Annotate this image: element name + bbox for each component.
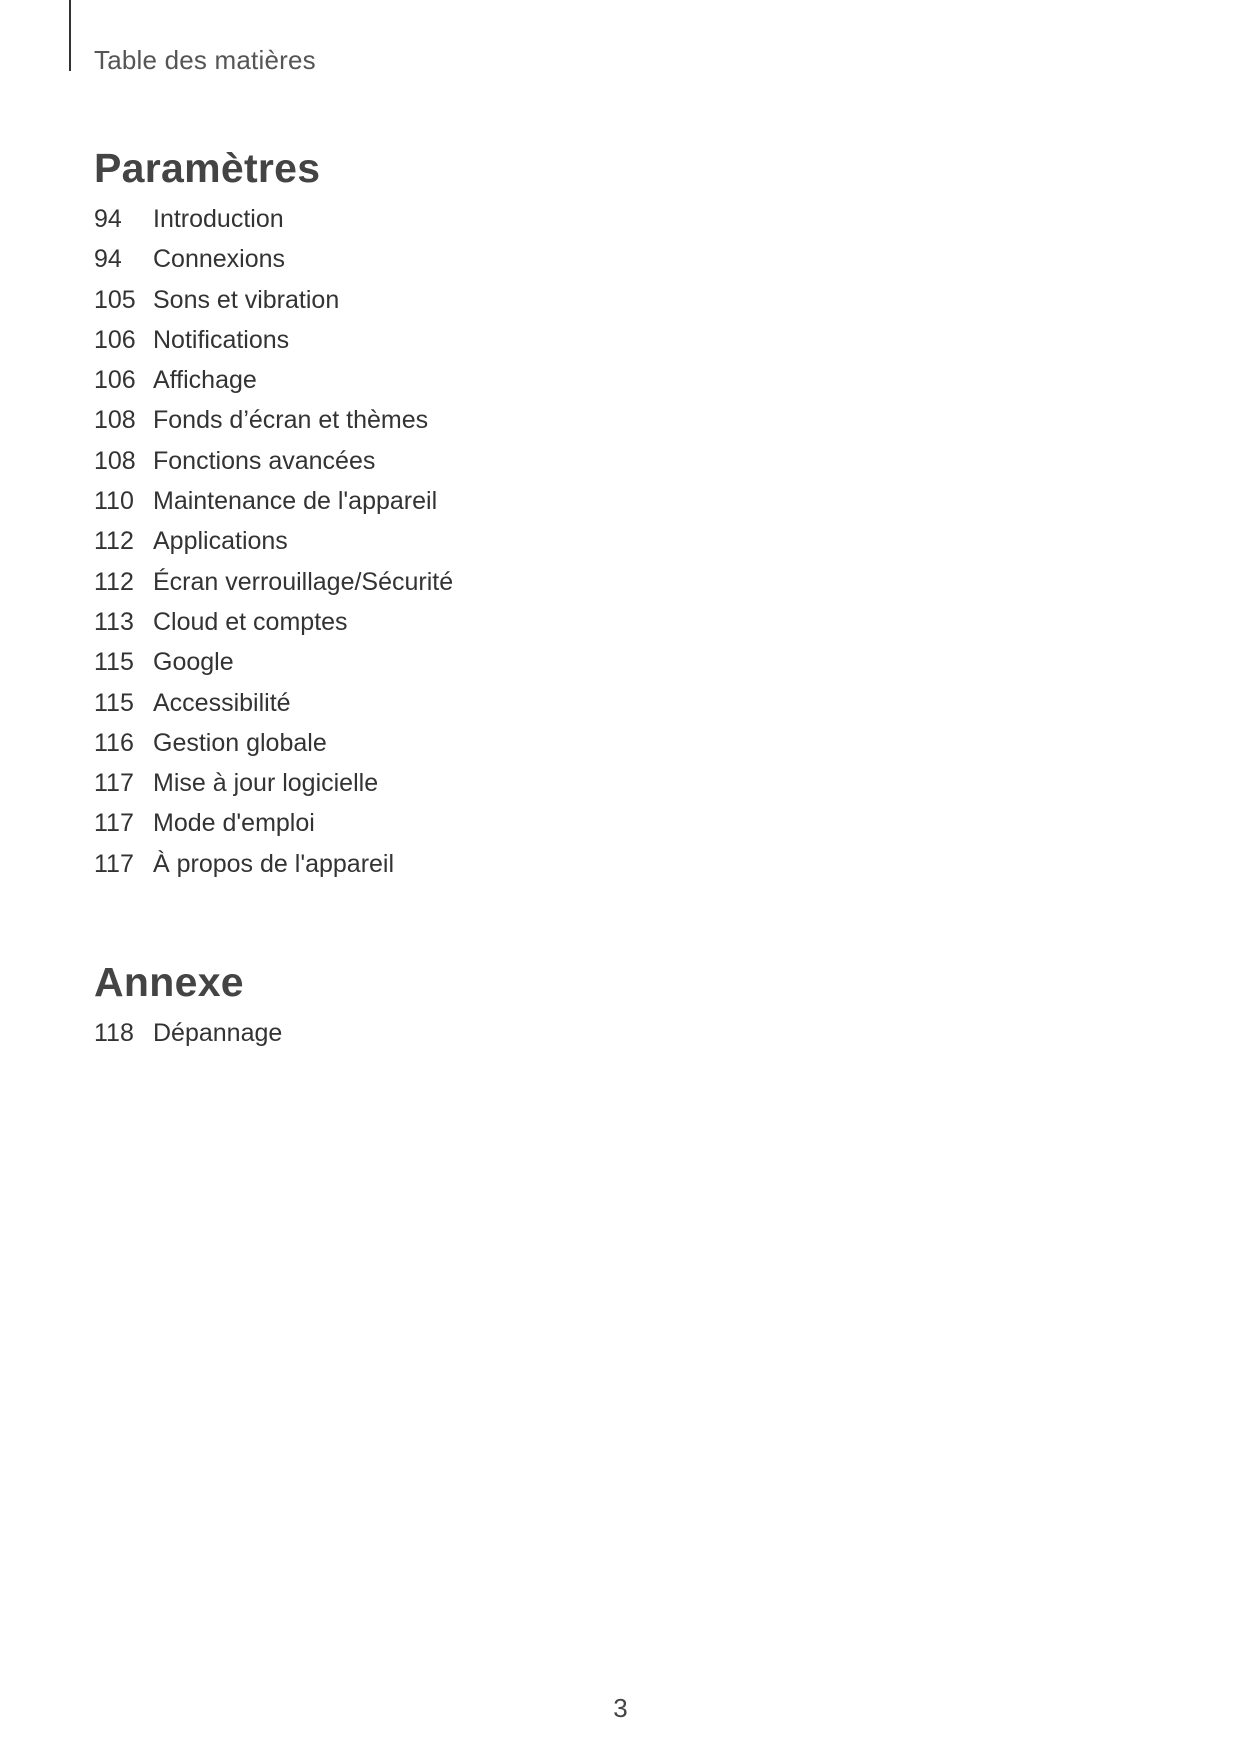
toc-entry[interactable] xyxy=(94,481,453,521)
toc-page-number: 117 xyxy=(94,849,134,878)
toc-entry[interactable] xyxy=(94,521,453,561)
toc-entry[interactable] xyxy=(94,562,453,602)
toc-entry[interactable] xyxy=(94,642,453,682)
toc-page-number: 105 xyxy=(94,285,136,314)
toc-entry-label: Connexions xyxy=(153,245,286,274)
toc-entry-label: Mode d'emploi xyxy=(153,809,315,838)
toc-page-number: 106 xyxy=(94,366,136,395)
toc-entry[interactable] xyxy=(94,723,453,763)
toc-entry[interactable] xyxy=(94,360,453,400)
toc-entry[interactable] xyxy=(94,441,453,481)
toc-page-number: 94 xyxy=(94,205,122,233)
toc-entry-label: Accessibilité xyxy=(153,688,291,717)
toc-entry-label: Introduction xyxy=(153,205,284,233)
toc-entry[interactable] xyxy=(94,683,453,723)
toc-list-parametres xyxy=(94,199,453,884)
toc-entry-label: Applications xyxy=(153,527,288,556)
toc-page-number: 112 xyxy=(94,527,134,556)
toc-entry[interactable] xyxy=(94,239,453,279)
toc-entry[interactable] xyxy=(94,1013,282,1053)
toc-entry-label: Cloud et comptes xyxy=(153,607,348,636)
toc-page-number: 115 xyxy=(94,648,134,677)
toc-entry-label: Écran verrouillage/Sécurité xyxy=(153,567,454,596)
toc-entry[interactable] xyxy=(94,844,453,884)
section-title-annexe: Annexe xyxy=(94,959,244,1005)
toc-entry-label: Affichage xyxy=(153,366,257,395)
toc-entry[interactable] xyxy=(94,763,453,803)
toc-entry[interactable] xyxy=(94,280,453,320)
toc-entry-label: Maintenance de l'appareil xyxy=(153,487,438,516)
toc-entry-label: Fonctions avancées xyxy=(153,446,376,475)
toc-entry[interactable] xyxy=(94,602,453,642)
header-rule xyxy=(69,0,71,71)
toc-entry[interactable] xyxy=(94,400,453,440)
toc-page-number: 117 xyxy=(94,809,134,838)
toc-page-number: 94 xyxy=(94,245,122,274)
toc-entry-label: Dépannage xyxy=(153,1019,283,1047)
toc-page-number: 116 xyxy=(94,728,134,757)
toc-page-number: 108 xyxy=(94,446,136,475)
toc-page-number: 113 xyxy=(94,607,134,636)
toc-page-number: 106 xyxy=(94,325,136,354)
page-number: 3 xyxy=(613,1693,628,1723)
toc-entry-label: Google xyxy=(153,648,234,677)
toc-entry-label: Notifications xyxy=(153,325,290,354)
toc-list-annexe xyxy=(94,1013,282,1053)
toc-page-number: 110 xyxy=(94,487,134,516)
toc-entry-label: Fonds d’écran et thèmes xyxy=(153,406,429,435)
running-head: Table des matières xyxy=(94,45,316,75)
toc-entry-label: Gestion globale xyxy=(153,728,327,757)
toc-page-number: 118 xyxy=(94,1019,134,1047)
toc-entry[interactable] xyxy=(94,199,453,239)
toc-entry-label: À propos de l'appareil xyxy=(153,849,395,878)
toc-entry[interactable] xyxy=(94,320,453,360)
section-title-parametres: Paramètres xyxy=(94,145,321,191)
toc-entry[interactable] xyxy=(94,803,453,843)
toc-entry-label: Mise à jour logicielle xyxy=(153,769,379,798)
toc-entry-label: Sons et vibration xyxy=(153,285,340,314)
toc-page-number: 115 xyxy=(94,688,134,717)
toc-page-number: 112 xyxy=(94,567,134,596)
toc-page-number: 117 xyxy=(94,769,134,798)
toc-page-number: 108 xyxy=(94,406,136,435)
